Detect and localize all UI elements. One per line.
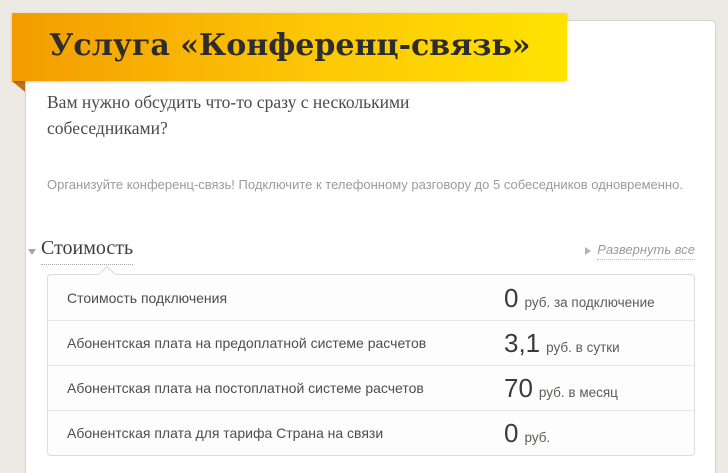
price-value-number: 0: [504, 418, 519, 448]
price-row-value: [504, 375, 618, 401]
section-header-row: [28, 237, 695, 265]
banner-fold-corner: [12, 81, 25, 92]
content-area: [26, 21, 695, 456]
price-row-label: Стоимость подключения: [67, 289, 228, 306]
price-row-value: [504, 282, 655, 313]
price-value-unit: руб.: [524, 430, 551, 445]
intro-question: Вам нужно обсудить что-то сразу с несколькими собеседниками?: [47, 92, 410, 138]
price-value-unit: руб. в месяц: [538, 385, 618, 400]
expand-all-link[interactable]: [585, 242, 695, 260]
content-panel: [25, 20, 716, 473]
expand-all-label: Развернуть все: [597, 242, 695, 260]
section-title: Стоимость: [41, 237, 133, 265]
pricing-table: [47, 274, 695, 456]
price-value-number: 3,1: [504, 328, 541, 358]
table-row: [48, 410, 694, 455]
chevron-down-icon: [28, 249, 36, 255]
table-row: [48, 320, 694, 365]
chevron-right-icon: [585, 247, 591, 255]
price-value-number: 0: [504, 282, 519, 313]
price-row-label: Абонентская плата для тарифа Страна на связи: [67, 425, 384, 441]
price-row-label: Абонентская плата на постоплатной системе расчетов: [67, 380, 424, 396]
page-title: Услуга «Конференц-связь»: [49, 28, 531, 63]
service-description: Организуйте конференц-связь! Подключите к телефонному разговору до 5 собеседников одновременно.: [47, 177, 683, 192]
price-row-value: [504, 330, 620, 356]
page-title-banner: [12, 13, 567, 81]
table-row: [48, 275, 694, 320]
price-value-unit: руб. за подключение: [524, 294, 655, 310]
price-row-label: Абонентская плата на предоплатной системе расчетов: [67, 335, 427, 351]
price-row-value: [504, 420, 550, 446]
section-toggle-stoimost[interactable]: [28, 237, 133, 265]
price-value-number: 70: [504, 373, 533, 403]
table-row: [48, 365, 694, 410]
price-value-unit: руб. в сутки: [546, 340, 620, 355]
